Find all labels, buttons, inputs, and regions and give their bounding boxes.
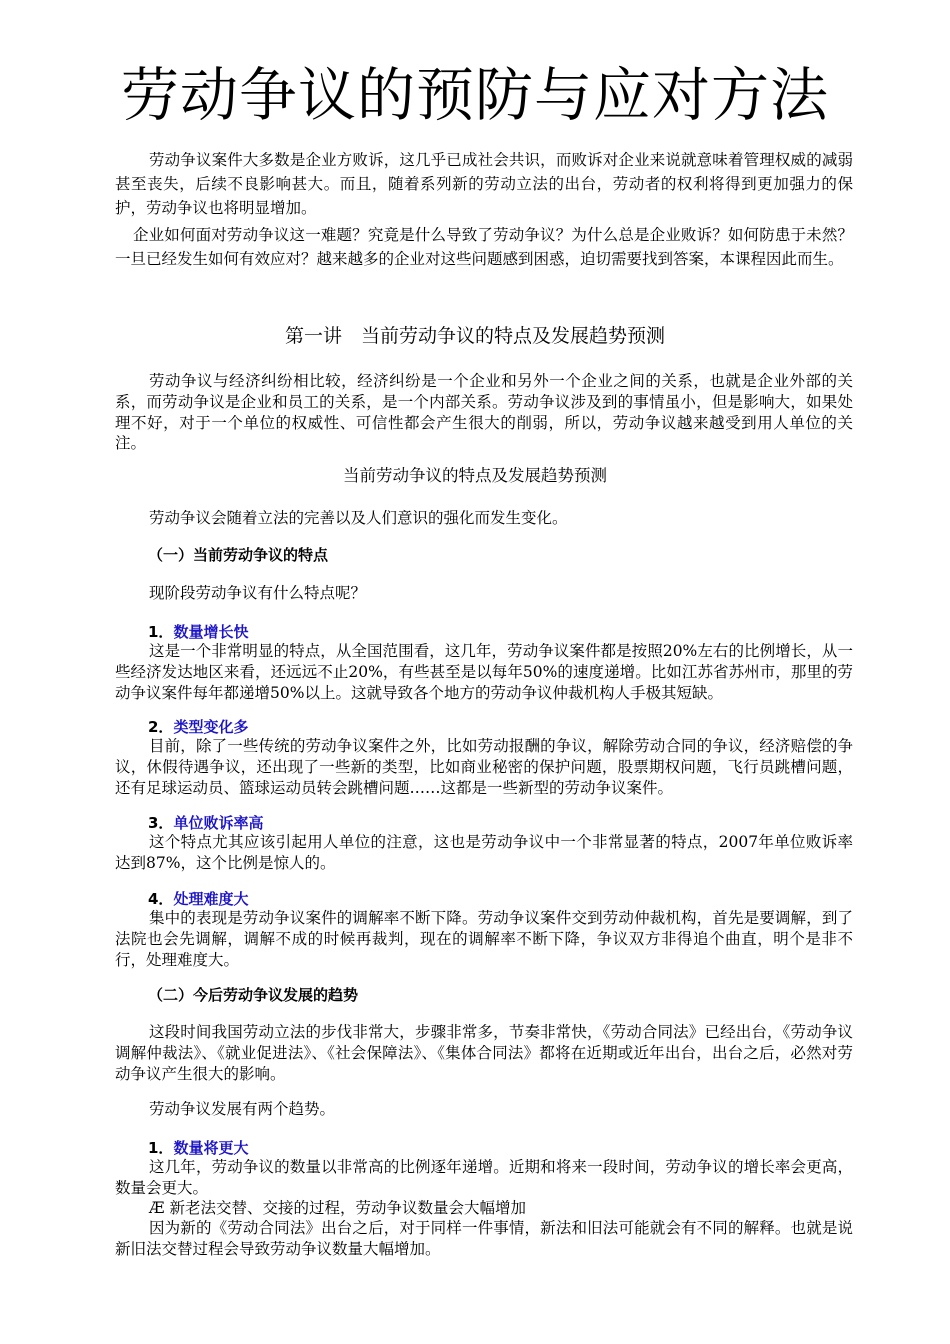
subtitle-text: 劳动争议会随着立法的完善以及人们意识的强化而发生变化。	[149, 509, 568, 527]
feature-item-3-heading	[148, 813, 263, 833]
feature-item-3-text: 这个特点尤其应该引起用人单位的注意，这也是劳动争议中一个非常显著的特点，2007年单位败诉率达到87%，这个比例是惊人的。	[115, 833, 853, 872]
feature-item-4-text: 集中的表现是劳动争议案件的调解率不断下降。劳动争议案件交到劳动仲裁机构，首先是要调解，到了法院也会先调解，调解不成的时候再裁判，现在的调解率不断下降，争议双方非得追个曲直，明个是非不行，处理难度大。	[115, 909, 853, 969]
section-2-heading: （二）今后劳动争议发展的趋势	[148, 986, 359, 1004]
section-2-text-1: 这段时间我国劳动立法的步伐非常大，步骤非常多，节奏非常快，《劳动合同法》已经出台，《劳动争议调解仲裁法》、《就业促进法》、《社会保障法》、《集体合同法》都将在近期或近年出台，出台之后，必然对劳动争议产生很大的影响。	[115, 1023, 853, 1083]
trend-item-1-bullet: Æ 新老法交替、交接的过程，劳动争议数量会大幅增加	[149, 1199, 526, 1217]
item-label: 数量将更大	[173, 1139, 249, 1157]
trend-item-1-text: 这几年，劳动争议的数量以非常高的比例逐年递增。近期和将来一段时间，劳动争议的增长率会更高，数量会更大。	[115, 1158, 853, 1197]
feature-item-2-heading	[148, 717, 248, 737]
trend-item-1-bullet-text: 因为新的《劳动合同法》出台之后，对于同样一件事情，新法和旧法可能就会有不同的解释。也就是说新旧法交替过程会导致劳动争议数量大幅增加。	[115, 1219, 853, 1258]
item-number: 2．	[148, 718, 174, 736]
item-label: 类型变化多	[173, 718, 249, 736]
lecture-1-subtitle: 当前劳动争议的特点及发展趋势预测	[343, 466, 607, 485]
item-number: 1．	[148, 623, 174, 641]
lecture-1-intro: 劳动争议与经济纠纷相比较，经济纠纷是一个企业和另外一个企业之间的关系，也就是企业外部的关系，而劳动争议是企业和员工的关系，是一个内部关系。劳动争议涉及到的事情虽小，但是影响大，如果处理不好，对于一个单位的权威性、可信性都会产生很大的削弱，所以，劳动争议越来越受到用人单位的关注。	[115, 372, 853, 453]
item-number: 4．	[148, 890, 174, 908]
feature-item-2-text: 目前，除了一些传统的劳动争议案件之外，比如劳动报酬的争议，解除劳动合同的争议，经济赔偿的争议，休假待遇争议，还出现了一些新的类型，比如商业秘密的保护问题，股票期权问题，飞行员跳槽问题，还有足球运动员、篮球运动员转会跳槽问题……这都是一些新型的劳动争议案件。	[115, 737, 853, 797]
item-number: 1．	[148, 1139, 174, 1157]
item-label: 处理难度大	[173, 890, 249, 908]
section-2-text-2: 劳动争议发展有两个趋势。	[149, 1100, 336, 1118]
item-label: 单位败诉率高	[173, 814, 264, 832]
feature-item-1-text: 这是一个非常明显的特点，从全国范围看，这几年，劳动争议案件都是按照20%左右的比例增长，从一些经济发达地区来看，还远远不止20%，有些甚至是以每年50%的速度递增。比如江苏省苏州市，那里的劳动争议案件每年都递增50%以上。这就导致各个地方的劳动争议仲裁机构人手极其短缺。	[115, 642, 853, 702]
item-number: 3．	[148, 814, 174, 832]
feature-item-4-heading	[148, 889, 248, 909]
intro-paragraph-1: 劳动争议案件大多数是企业方败诉，这几乎已成社会共识，而败诉对企业来说就意味着管理权威的减弱甚至丧失，后续不良影响甚大。而且，随着系列新的劳动立法的出台，劳动者的权利将得到更加强力的保护，劳动争议也将明显增加。	[115, 151, 853, 217]
section-1-question: 现阶段劳动争议有什么特点呢？	[149, 584, 367, 602]
lecture-1-title: 第一讲 当前劳动争议的特点及发展趋势预测	[284, 325, 665, 347]
intro-paragraph-2: 企业如何面对劳动争议这一难题？究竟是什么导致了劳动争议？为什么总是企业败诉？如何防患于未然？一旦已经发生如何有效应对？越来越多的企业对这些问题感到困惑，迫切需要找到答案，本课程因此而生。	[115, 226, 853, 268]
trend-item-1-heading	[148, 1138, 248, 1158]
item-label: 数量增长快	[173, 623, 249, 641]
section-1-heading: （一）当前劳动争议的特点	[148, 546, 329, 564]
document-title: 劳动争议的预防与应对方法	[120, 61, 829, 129]
feature-item-1-heading	[148, 622, 248, 642]
